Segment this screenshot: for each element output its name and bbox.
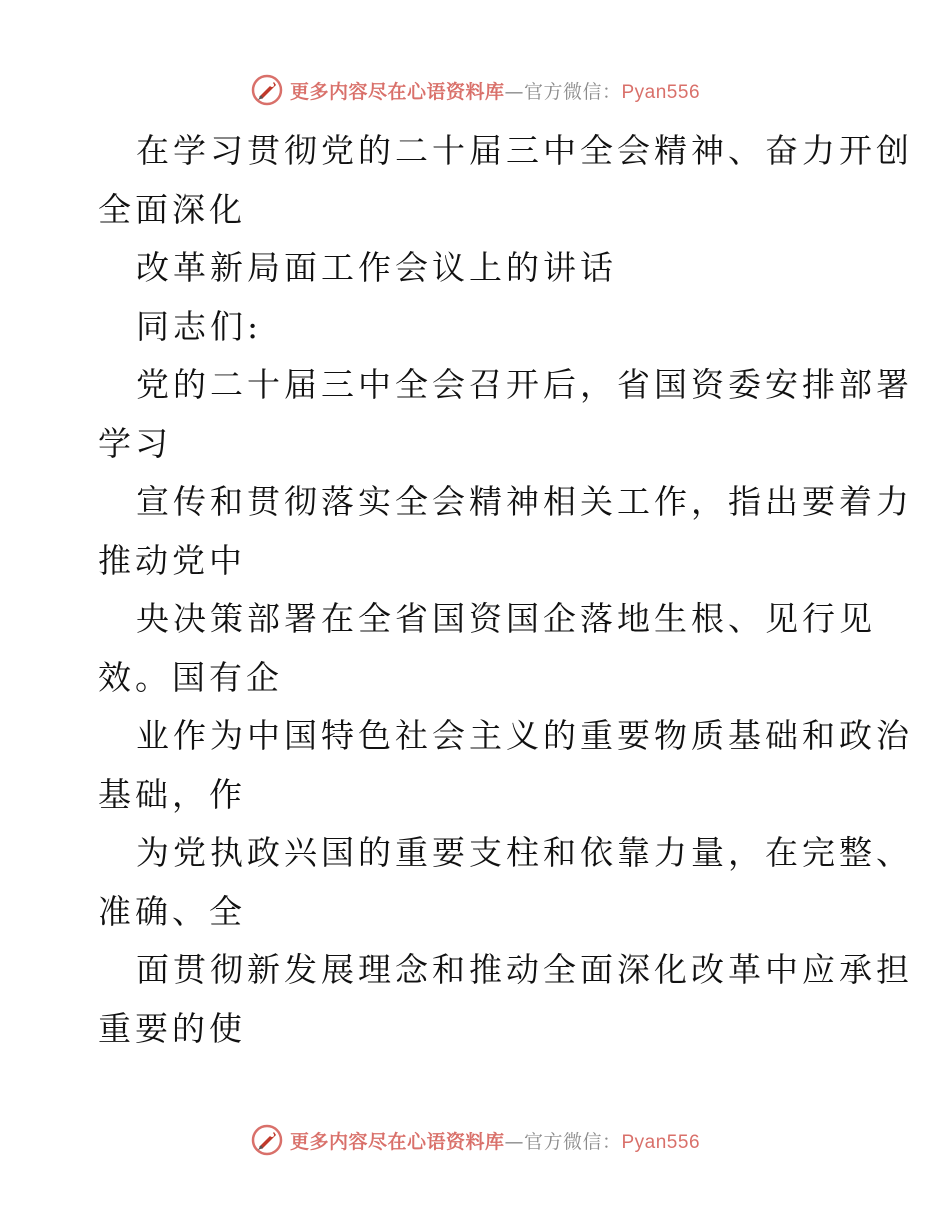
document-body	[98, 122, 913, 1058]
watermark-contact-label: 官方微信：	[523, 80, 622, 103]
quill-logo-icon	[250, 1123, 284, 1157]
watermark-brand: 更多内容尽在心语资料库	[289, 80, 505, 103]
text-line: 推动党中	[98, 540, 246, 580]
footer-watermark	[0, 1120, 950, 1160]
text-line: 党的二十届三中全会召开后，省国资委安排部署	[136, 365, 913, 404]
watermark-text	[290, 77, 700, 104]
text-line: 效。国有企	[98, 657, 283, 697]
text-line: 央决策部署在全省国资国企落地生根、见行见	[136, 599, 876, 638]
text-line: 为党执政兴国的重要支柱和依靠力量，在完整、	[136, 833, 913, 872]
watermark-separator: —	[504, 80, 524, 103]
watermark-contact-label: 官方微信：	[523, 1130, 622, 1153]
watermark-contact-id: Pyan556	[621, 1131, 701, 1153]
text-line: 业作为中国特色社会主义的重要物质基础和政治	[136, 716, 913, 755]
text-line: 在学习贯彻党的二十届三中全会精神、奋力开创	[136, 131, 913, 170]
text-line: 面贯彻新发展理念和推动全面深化改革中应承担	[136, 950, 913, 989]
watermark-contact-id: Pyan556	[621, 81, 701, 103]
text-line: 学习	[98, 423, 172, 463]
watermark-brand: 更多内容尽在心语资料库	[289, 1130, 505, 1153]
text-line: 改革新局面工作会议上的讲话	[136, 248, 617, 287]
text-line: 同志们:	[136, 306, 263, 346]
text-line: 全面深化	[98, 189, 246, 229]
watermark-text	[290, 1127, 700, 1154]
text-line: 宣传和贯彻落实全会精神相关工作，指出要着力	[136, 482, 913, 521]
quill-logo-icon	[250, 73, 284, 107]
watermark-separator: —	[504, 1130, 524, 1153]
text-line: 基础，作	[98, 774, 246, 814]
text-line: 重要的使	[98, 1008, 246, 1048]
header-watermark	[0, 70, 950, 110]
text-line: 准确、全	[98, 891, 246, 931]
